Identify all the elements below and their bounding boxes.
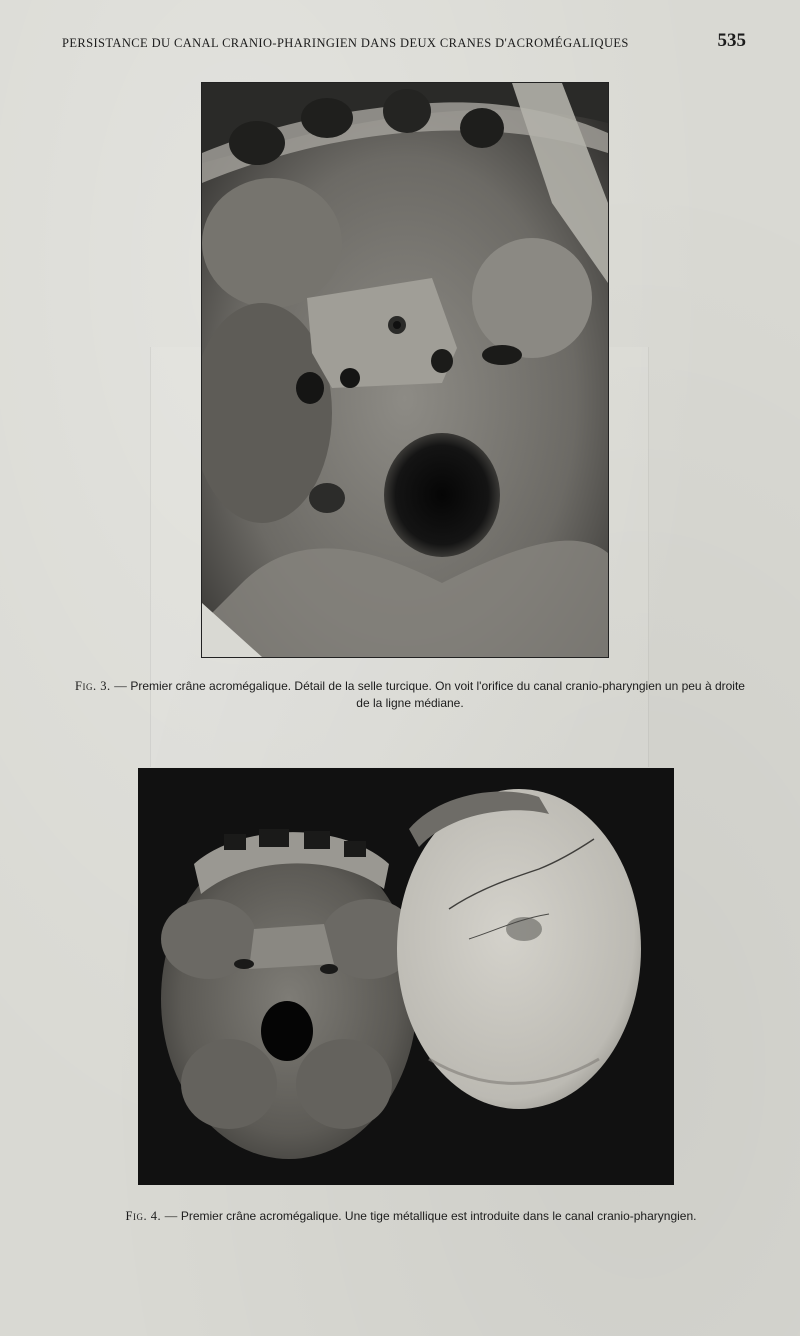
- page-number: 535: [717, 30, 746, 51]
- running-title: PERSISTANCE DU CANAL CRANIO-PHARINGIEN DANS DEUX CRANES D'ACROMÉGALIQUES: [62, 36, 629, 50]
- running-head: [62, 30, 752, 56]
- figure-4-caption-text: Premier crâne acromégalique. Une tige métallique est introduite dans le canal cranio-pharyngien.: [180, 1209, 697, 1223]
- figure-3-label: Fig. 3. —: [75, 679, 128, 693]
- figure-3-caption: [70, 678, 750, 712]
- figure-4-caption: [66, 1208, 756, 1225]
- figure-3-caption-text: Premier crâne acromégalique. Détail de la selle turcique. On voit l'orifice du canal cranio-pharyngien un peu à droite de la ligne médiane.: [130, 679, 745, 710]
- figure-4-label: Fig. 4. —: [125, 1209, 178, 1223]
- figure-4-photograph: [138, 768, 674, 1185]
- figure-3-photograph: [201, 82, 609, 658]
